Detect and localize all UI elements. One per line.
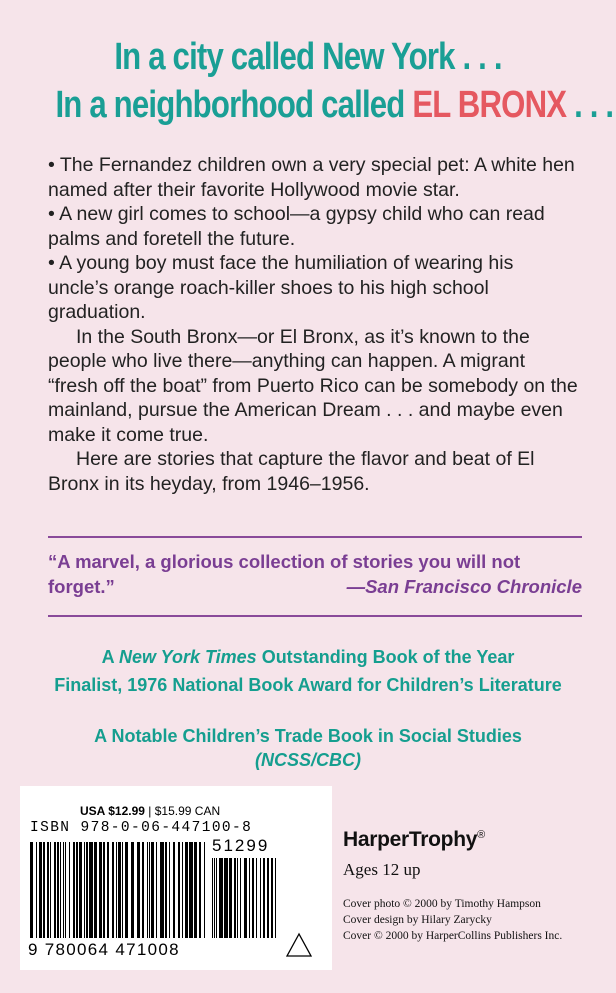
barcode-bar	[160, 842, 164, 938]
barcode-bar	[252, 858, 254, 938]
barcode-bar	[84, 842, 85, 938]
barcode-bar	[86, 842, 88, 938]
addon-code: 51299	[212, 836, 270, 855]
barcode-bar	[244, 858, 247, 938]
barcode-bar	[79, 842, 82, 938]
isbn-number: ISBN 978-0-06-447100-8	[30, 820, 253, 836]
barcode-bar	[149, 842, 150, 938]
barcode-bar	[118, 842, 121, 938]
ean-number: 9 780064 471008	[28, 940, 180, 959]
headline-el-bronx: EL BRONX	[412, 84, 567, 126]
barcode-bar	[147, 842, 148, 938]
barcode-bar	[182, 842, 183, 938]
barcode-bar	[30, 842, 33, 938]
headline-suffix: . . .	[566, 84, 614, 126]
barcode-bar	[271, 858, 273, 938]
barcode-bar	[131, 842, 134, 938]
barcode-bar	[260, 858, 261, 938]
barcode-bar	[237, 858, 238, 938]
addon-barcode-bars	[212, 858, 276, 938]
barcode-bar	[36, 842, 37, 938]
barcode-bar	[240, 858, 241, 938]
barcode-bar	[275, 858, 276, 938]
barcode-bar	[263, 858, 265, 938]
barcode-bar	[178, 842, 180, 938]
award-national-book: Finalist, 1976 National Book Award for Children’s Literature	[54, 675, 562, 695]
barcode-bar	[76, 842, 78, 938]
credit-line: Cover design by Hilary Zarycky	[343, 914, 492, 926]
age-range: Ages 12 up	[343, 860, 421, 879]
barcode-bar	[185, 842, 188, 938]
barcode-bar	[256, 858, 257, 938]
barcode-bar	[65, 842, 66, 938]
barcode-bar	[103, 842, 105, 938]
cover-credits	[343, 896, 603, 944]
headline-prefix: In a neighborhood called	[55, 84, 413, 126]
barcode-bar	[156, 842, 157, 938]
barcode-bar	[224, 858, 228, 938]
barcode-bar	[229, 858, 232, 938]
barcode-bar	[89, 842, 93, 938]
publisher-logo: HarperTrophy®	[343, 828, 485, 851]
barcode-bar	[116, 842, 117, 938]
barcode-bar	[234, 858, 236, 938]
barcode-bar	[216, 858, 217, 938]
barcode-bar	[151, 842, 154, 938]
barcode-bar	[204, 842, 205, 938]
credit-line: Cover © 2000 by HarperCollins Publishers Inc.	[343, 930, 563, 942]
barcode-bar	[94, 842, 97, 938]
barcode-bar	[165, 842, 167, 938]
barcode-bar	[169, 842, 170, 938]
quote-source: —San Francisco Chronicle	[346, 576, 582, 597]
barcode-bar	[63, 842, 64, 938]
barcode-bar	[107, 842, 109, 938]
barcode-bar	[47, 842, 49, 938]
barcode-bar	[125, 842, 128, 938]
headline-line-1: In a city called New York . . .	[114, 36, 502, 78]
award-nyt: A New York Times Outstanding Book of the Year	[101, 647, 515, 667]
price-label: USA $12.99 | $15.99 CAN	[80, 804, 221, 818]
bullet-item: • A new girl comes to school—a gypsy child who can read palms and foretell the future.	[48, 203, 545, 250]
barcode-bar	[69, 842, 70, 938]
barcode-bar	[60, 842, 61, 938]
barcode-bar	[212, 858, 213, 938]
triangle-icon	[287, 934, 311, 956]
barcode-bar	[142, 842, 144, 938]
barcode-bar	[219, 858, 223, 938]
paragraph: In the South Bronx—or El Bronx, as it’s known to the people who live there—anything can happen. A migrant “fresh off the boat” from Puerto Rico can be somebody on the mainland, pursue the American Dream . . . and maybe even make it come true.	[48, 325, 578, 446]
credit-line: Cover photo © 2000 by Timothy Hampson	[343, 898, 541, 910]
bullet-item: • The Fernandez children own a very special pet: A white hen named after their favorite Hollywood movie star.	[48, 154, 575, 201]
barcode-bar	[199, 842, 201, 938]
barcode-bar	[99, 842, 102, 938]
main-barcode-bars	[30, 842, 205, 938]
barcode-bar	[267, 858, 269, 938]
barcode-bar	[39, 842, 42, 938]
barcode-bar	[73, 842, 75, 938]
barcode-bar	[194, 842, 197, 938]
barcode-bar	[249, 858, 250, 938]
barcode-bar	[122, 842, 123, 938]
barcode-bar	[112, 842, 114, 938]
award-notable: A Notable Children’s Trade Book in Social Studies (NCSS/CBC)	[94, 726, 522, 770]
barcode-bar	[50, 842, 51, 938]
paragraph: Here are stories that capture the flavor and beat of El Bronx in its heyday, from 1946–1956.	[48, 448, 535, 495]
barcode-bar	[57, 842, 59, 938]
barcode-bar	[54, 842, 56, 938]
barcode-bar	[189, 842, 193, 938]
barcode-bar	[214, 858, 215, 938]
barcode-bar	[173, 842, 175, 938]
barcode-bar	[137, 842, 140, 938]
bullet-item: • A young boy must face the humiliation of wearing his uncle’s orange roach-killer shoes to his high school graduation.	[48, 252, 514, 323]
barcode-bar	[43, 842, 45, 938]
quote-text: “A marvel, a glorious collection of stories you will not forget.”	[48, 551, 521, 597]
